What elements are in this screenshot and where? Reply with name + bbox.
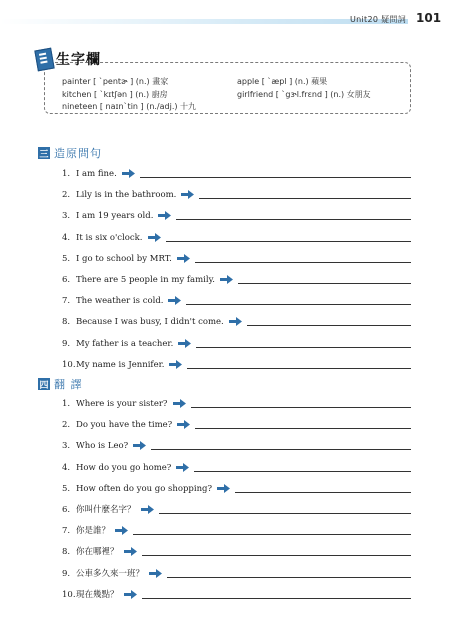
answer-line[interactable] <box>199 197 411 199</box>
arrow-right-icon <box>168 296 181 305</box>
vocab-word: kitchen [ ˋkɪtʃən ] (n.) 廚房 <box>62 90 168 99</box>
arrow-right-icon <box>149 569 162 578</box>
page-number: 101 <box>416 11 442 25</box>
answer-line[interactable] <box>151 448 411 450</box>
vocab-word: girlfriend [ ˋgɝl.frɛnd ] (n.) 女朋友 <box>237 90 371 99</box>
question-row <box>62 459 411 473</box>
question-text: 你是誰？ <box>76 526 111 537</box>
answer-line[interactable] <box>191 406 412 408</box>
question-number: 1. <box>62 399 71 409</box>
arrow-right-icon <box>169 360 182 369</box>
question-number: 2. <box>62 420 71 431</box>
question-row <box>62 565 411 579</box>
question-text: Lily is in the bathroom. <box>76 190 177 201</box>
vocab-title-text: 生字欄 <box>56 52 101 68</box>
question-text: 你在哪裡？ <box>76 547 119 558</box>
question-row <box>62 416 411 430</box>
question-text: I go to school by MRT. <box>76 253 172 264</box>
question-row <box>62 480 411 494</box>
answer-line[interactable] <box>159 512 411 514</box>
section-heading <box>38 376 83 392</box>
question-number: 6. <box>62 505 71 515</box>
answer-line[interactable] <box>235 491 411 493</box>
question-text: There are 5 people in my family. <box>76 275 215 285</box>
answer-line[interactable] <box>195 427 411 429</box>
arrow-right-icon <box>177 420 190 429</box>
question-number: 10. <box>62 589 76 600</box>
question-row <box>62 186 411 200</box>
question-row <box>62 543 411 557</box>
book-icon <box>34 47 54 71</box>
answer-line[interactable] <box>142 597 411 599</box>
answer-line[interactable] <box>140 176 411 178</box>
question-text: Who is Leo? <box>76 441 129 452</box>
unit-label: Unit20 疑問詞 <box>350 15 407 24</box>
question-number: 5. <box>62 253 71 264</box>
question-number: 9. <box>62 568 71 579</box>
vocab-word: painter [ ˋpentɚ ] (n.) 畫家 <box>62 77 169 86</box>
question-number: 3. <box>62 441 71 452</box>
vocab-word: nineteen [ naɪnˋtin ] (n./adj.) 十九 <box>62 102 197 111</box>
question-number: 1. <box>62 169 71 179</box>
answer-line[interactable] <box>247 324 411 326</box>
arrow-right-icon <box>148 233 161 242</box>
arrow-right-icon <box>181 190 194 199</box>
answer-line[interactable] <box>196 346 411 348</box>
question-number: 4. <box>62 232 71 243</box>
question-text: My father is a teacher. <box>76 338 174 349</box>
question-number: 5. <box>62 483 71 494</box>
question-text: Because I was busy, I didn't come. <box>76 317 224 328</box>
arrow-right-icon <box>178 339 191 348</box>
arrow-right-icon <box>124 547 137 556</box>
arrow-right-icon <box>220 275 233 284</box>
question-text: 你叫什麼名字？ <box>76 505 136 515</box>
arrow-right-icon <box>122 169 135 178</box>
section-title: 造原問句 <box>54 147 102 160</box>
question-row <box>62 207 411 221</box>
question-row <box>62 313 411 327</box>
question-row <box>62 522 411 536</box>
answer-line[interactable] <box>187 367 411 369</box>
question-row <box>62 437 411 451</box>
question-row <box>62 501 411 515</box>
arrow-right-icon <box>133 441 146 450</box>
arrow-right-icon <box>141 505 154 514</box>
answer-line[interactable] <box>142 554 411 556</box>
answer-line[interactable] <box>186 303 411 305</box>
answer-line[interactable] <box>194 470 411 472</box>
question-number: 10. <box>62 359 76 370</box>
question-text: The weather is cold. <box>76 296 164 307</box>
section-title: 翻 譯 <box>54 378 83 391</box>
question-number: 7. <box>62 296 71 307</box>
arrow-right-icon <box>173 399 186 408</box>
arrow-right-icon <box>176 463 189 472</box>
question-row <box>62 292 411 306</box>
question-row <box>62 165 411 179</box>
question-text: 現在幾點？ <box>76 589 119 600</box>
answer-line[interactable] <box>195 261 411 263</box>
answer-line[interactable] <box>133 533 411 535</box>
vocab-title <box>36 48 101 70</box>
question-text: How do you go home? <box>76 462 172 473</box>
arrow-right-icon <box>217 484 230 493</box>
question-row <box>62 356 411 370</box>
question-row <box>62 229 411 243</box>
section-number: 三 <box>38 147 50 159</box>
question-row <box>62 395 411 409</box>
question-text: It is six o'clock. <box>76 232 143 243</box>
question-number: 8. <box>62 547 71 558</box>
question-text: I am 19 years old. <box>76 211 154 222</box>
section-heading <box>38 145 102 161</box>
question-number: 9. <box>62 338 71 349</box>
question-row <box>62 335 411 349</box>
arrow-right-icon <box>158 211 171 220</box>
arrow-right-icon <box>124 590 137 599</box>
question-text: Do you have the time? <box>76 420 173 431</box>
answer-line[interactable] <box>238 282 411 284</box>
question-number: 3. <box>62 211 71 222</box>
answer-line[interactable] <box>167 576 411 578</box>
question-row <box>62 250 411 264</box>
answer-line[interactable] <box>176 218 411 220</box>
question-row <box>62 271 411 285</box>
arrow-right-icon <box>229 317 242 326</box>
answer-line[interactable] <box>166 240 412 242</box>
arrow-right-icon <box>115 526 128 535</box>
question-number: 6. <box>62 275 71 285</box>
header-bar <box>0 19 408 24</box>
question-text: Where is your sister? <box>76 399 168 409</box>
question-text: 公車多久來一班？ <box>76 568 145 579</box>
question-number: 7. <box>62 526 71 537</box>
question-text: I am fine. <box>76 169 117 179</box>
question-number: 2. <box>62 190 71 201</box>
question-text: How often do you go shopping? <box>76 483 213 494</box>
vocab-word: apple [ ˋæpl ] (n.) 蘋果 <box>237 77 328 86</box>
question-number: 4. <box>62 462 71 473</box>
section-number: 四 <box>38 378 50 390</box>
question-row <box>62 586 411 600</box>
question-number: 8. <box>62 317 71 328</box>
arrow-right-icon <box>177 254 190 263</box>
question-text: My name is Jennifer. <box>76 359 165 370</box>
